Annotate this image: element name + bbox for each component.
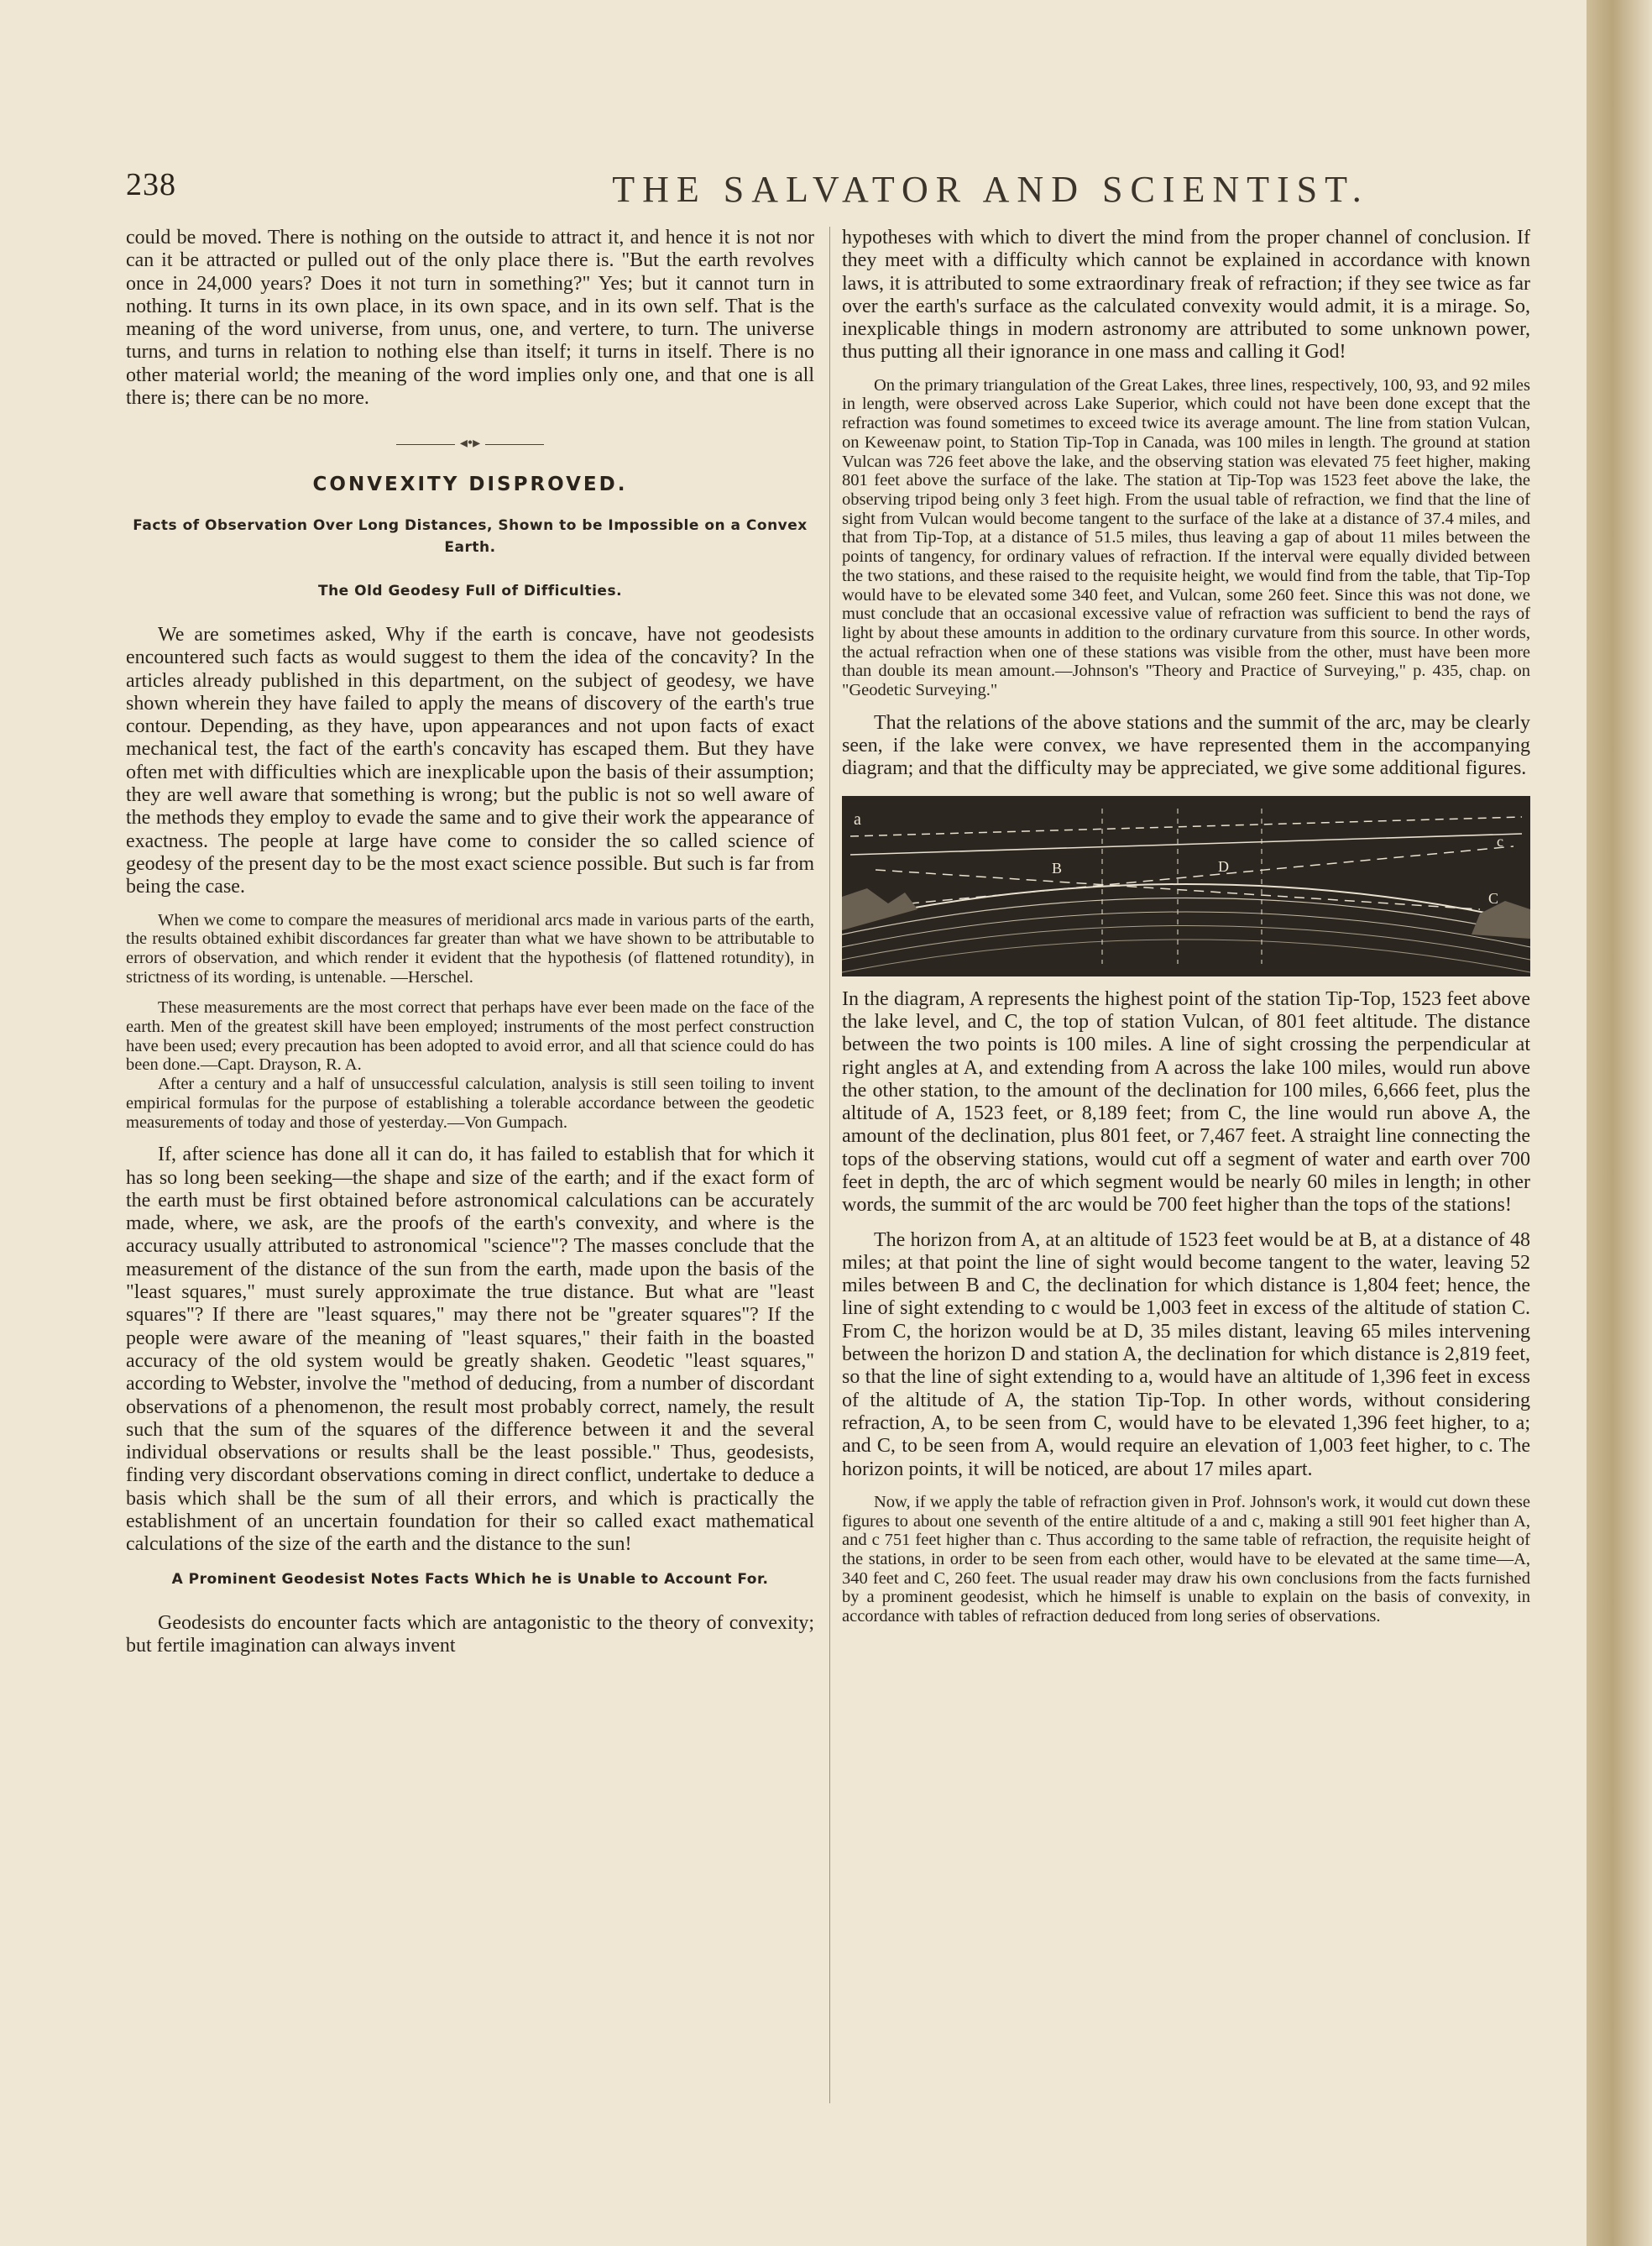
quotation-herschel: When we come to compare the measures of meridional arcs made in various parts of the earth, the results obtained exhibit discordances far greater than what we have shown to be attributable to errors of observation, and which render it evident that the hypothesis (of flattened rotundity), in strictness of its wording, is untenable. —Herschel. [126,910,814,987]
diagram-label-b: B [1052,859,1063,877]
diagram-label-d: D [1218,857,1229,875]
running-title: THE SALVATOR AND SCIENTIST. [612,169,1369,210]
page-edge [1587,0,1652,2246]
right-column [842,227,1530,2124]
left-column [126,227,814,2124]
page-header [126,166,1545,217]
subheading: Facts of Observation Over Long Distances, Shown to be Impossible on a Convex Earth. [133,516,808,556]
column-rule [829,227,830,2103]
paragraph: hypotheses with which to divert the mind from the proper channel of conclusion. If they meet with a difficulty which cannot be explained in accordance with known laws, it is attributed to some extraordinary freak of refraction; if they see twice as far over the earth's surface as the calculated convexity would admit, it is a mirage. So, inexplicable things in modern astronomy are attributed to some unknown power, thus putting all their ignorance in one mass and calling it God! [842,227,1530,364]
paragraph: Now, if we apply the table of refraction given in Prof. Johnson's work, it would cut down these figures to about one seventh of the entire altitude of a and c, making a still 901 feet higher than A, and c 751 feet higher than c. Thus according to the same table of refraction, the requisite height of the stations, in order to be seen from each other, would have to be elevated at the same time—A, 340 feet and C, 260 feet. The usual reader may draw his own conclusions from the facts furnished by a prominent geodesist, which he himself is unable to explain on the basis of convexity, in accordance with tables of refraction deduced from long series of observations. [842,1492,1530,1626]
diagram-label-c: c [1497,832,1503,850]
section-divider: ◂•▸ [126,432,814,454]
paragraph: We are sometimes asked, Why if the earth is concave, have not geodesists encountered such facts as would suggest to them the idea of the concavity? In the articles already published in this department, on the subject of geodesy, we have shown wherein they have failed to apply the means of discovery of the earth's true contour. Depending, as they have, upon appearances and not upon facts of exact mechanical test, the fact of the earth's concavity has escaped them. But they have often met with difficulties which are inexplicable upon the basis of their assumption; they are well aware that something is wrong; but the public is not so well aware of the methods they employ to evade the same and to give their work the appearance of exactness. The people at large have come to consider the so called science of geodesy of the present day to be the most exact science possible. But such is far from being the case. [126,623,814,898]
paragraph: The horizon from A, at an altitude of 1523 feet would be at B, at a distance of 48 miles; at that point the line of sight would become tangent to the water, leaving 52 miles between B and C, the declination for which distance is 1,804 feet; hence, the line of sight extending to c would be 1,003 feet in excess of the altitude of station C. From C, the horizon would be at D, 35 miles distant, leaving 65 miles intervening between the horizon D and station A, the declination for which distance is 2,819 feet, so that the line of sight extending to a, would have an altitude of 1,396 feet in excess of the altitude of A, the station Tip-Top. In other words, without considering refraction, A, to be seen from C, would have to be elevated 1,396 feet higher, to a; and C, to be seen from A, would require an elevation of 1,003 feet higher, to c. The horizon points, it will be noticed, are about 17 miles apart. [842,1228,1530,1480]
diagram-label-a: a [854,809,861,829]
diagram-label-cc: C [1488,889,1499,907]
subheading-3: A Prominent Geodesist Notes Facts Which he is Unable to Account For. [171,1570,769,1588]
paragraph: could be moved. There is nothing on the outside to attract it, and hence it is not nor can it be attracted or pulled out of the only place there is. "But the earth revolves once in 24,000 years? Does it not turn in something?" Yes; but it cannot turn in nothing. It turns in its own place, in its own space, and in its own self. That is the meaning of the word universe, from unus, one, and vertere, to turn. The universe turns, and turns in relation to nothing else than itself; it turns in itself. There is no other material world; the meaning of the word implies only one, and that one is all there is; there can be no more. [126,227,814,410]
section-heading: CONVEXITY DISPROVED. [312,473,628,495]
paragraph: If, after science has done all it can do, it has failed to establish that for which it has so long been seeking—the shape and size of the earth; and if the exact form of the earth must be first obtained before astronomical calculations can be accurately made, where, we ask, are the proofs of the earth's convexity, and where is the accuracy usually attributed to astronomical "science"? The masses conclude that the measurement of the distance of the sun from the earth, made upon the basis of the "least squares," must surely approximate the true distance. But what are "least squares"? If there are "least squares," may there not be "greater squares"? If the people were aware of the meaning of "least squares," their faith in the boasted accuracy of the old system would be greatly shaken. Geodetic "least squares," according to Webster, involve the "method of deducing, from a number of discordant observations of a phenomenon, the result most probably correct, namely, the result such that the sum of the squares of the difference between it and the several individual observations or results shall be the least possible." Thus, geodesists, finding very discordant observations coming in direct conflict, undertake to deduce a basis which shall be the sum of all their errors, and which is practically the establishment of an uncertain foundation for their so called exact mathematical calculations of the size of the earth and the distance to the sun! [126,1144,814,1556]
page-number: 238 [126,167,176,202]
convexity-diagram [842,796,1530,976]
subheading-2: The Old Geodesy Full of Difficulties. [317,582,623,599]
paragraph: In the diagram, A represents the highest point of the station Tip-Top, 1523 feet above the lake level, and C, the top of station Vulcan, of 801 feet altitude. The distance between the two points is 100 miles. A line of sight crossing the perpendicular at right angles at A, and extending from A across the lake 100 miles, would run above the other station, to the amount of the declination for 100 miles, 6,666 feet, plus the altitude of A, 1523 feet, or 8,189 feet; from C, the line would run above A, the amount of the declination, plus 801 feet, or 7,467 feet. A straight line connecting the tops of the observing stations, would cut off a segment of water and earth over 700 feet in depth, the arc of which segment would be nearly 60 miles in length; in other words, the summit of the arc would be 700 feet higher than the tops of the stations! [842,987,1530,1217]
paragraph: That the relations of the above stations and the summit of the arc, may be clearly seen, if the lake were convex, we have represented them in the accompanying diagram; and that the difficulty may be appreciated, we give some additional figures. [842,711,1530,780]
quotation-johnson: On the primary triangulation of the Great Lakes, three lines, respectively, 100, 93, and 92 miles in length, were observed across Lake Superior, which could not have been done except that the refraction was found sometimes to exceed twice its average amount. The line from station Vulcan, on Keweenaw point, to Station Tip-Top in Canada, was 100 miles in length. The ground at station Vulcan was 726 feet above the lake, and the observing station was elevated 75 feet higher, making 801 feet above the surface of the lake. The station at Tip-Top was 1523 feet above the lake, the observing tripod being only 3 feet high. From the usual table of refraction, we find that the line of sight from Vulcan would become tangent to the surface of the lake at a distance of 37.4 miles, and that from Tip-Top, at a distance of 51.5 miles, thus leaving a gap of about 11 miles between the points of tangency, for ordinary values of refraction. If the interval were equally divided between the two stations, and these raised to the requisite height, we would find from the table, that Tip-Top would have to be elevated some 340 feet, and Vulcan, some 260 feet. Since this was not done, we must conclude that an occasional excessive value of refraction was sufficient to bend the rays of light by about these amounts in addition to the ordinary curvature from this source. In other words, the actual refraction when one of these stations was visible from the other, must have been more than double its mean amount.—Johnson's "Theory and Practice of Surveying," p. 435, chap. on "Geodetic Surveying." [842,375,1530,700]
quotation-drayson: These measurements are the most correct that perhaps have ever been made on the face of the earth. Men of the greatest skill have been employed; instruments of the most perfect construction have been used; every precaution has been adopted to avoid error, and all that science could do has been done.—Capt. Drayson, R. A. [126,998,814,1075]
paragraph: Geodesists do encounter facts which are antagonistic to the theory of convexity; but fertile imagination can always invent [126,1611,814,1657]
quotation-von-gumpach: After a century and a half of unsuccessful calculation, analysis is still seen toiling to invent empirical formulas for the purpose of establishing a tolerable accordance between the geodetic measurements of today and those of yesterday.—Von Gumpach. [126,1075,814,1132]
